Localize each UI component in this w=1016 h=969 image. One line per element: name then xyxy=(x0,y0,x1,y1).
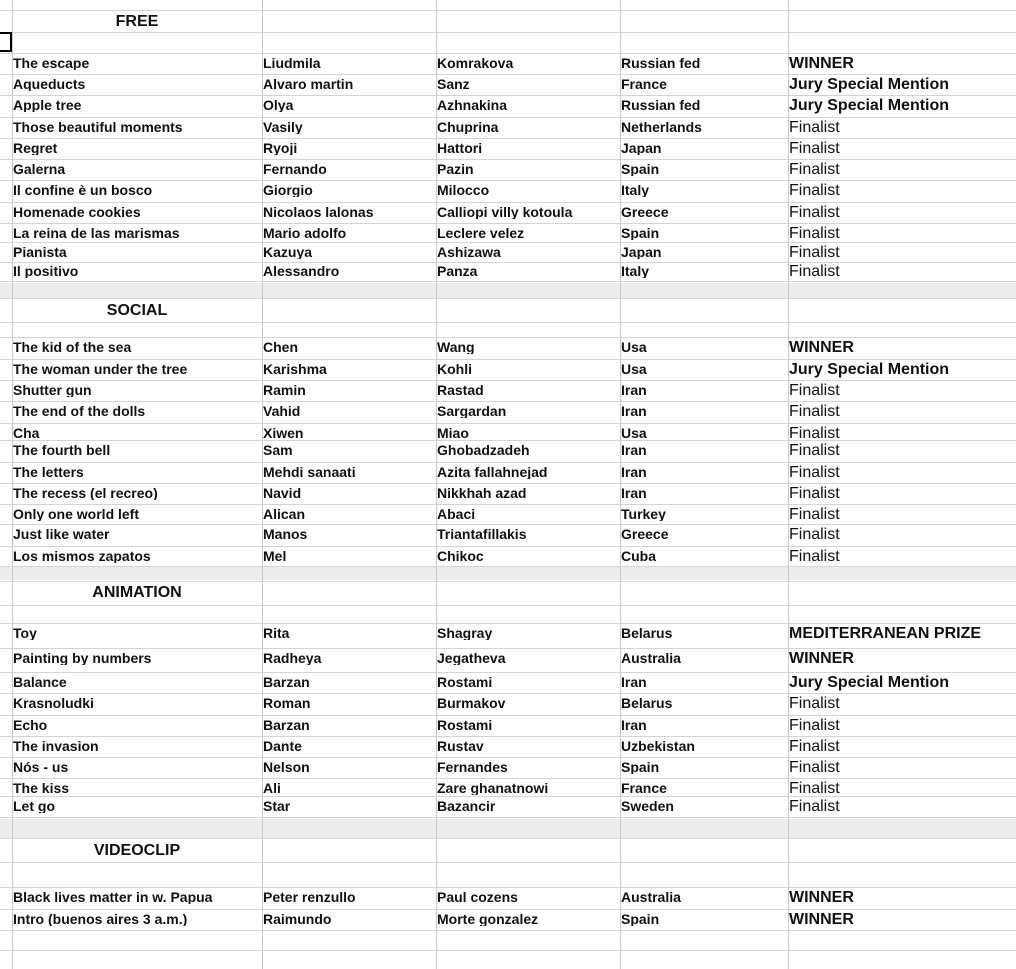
cell-country[interactable]: Iran xyxy=(621,443,647,457)
cell-country[interactable]: Russian fed xyxy=(621,98,701,112)
row-gridline xyxy=(0,778,1016,779)
row-gridline xyxy=(0,74,1016,75)
cell-first-name[interactable]: Barzan xyxy=(263,718,310,732)
cell-last-name[interactable]: Zare ghanatnowi xyxy=(437,781,549,795)
cell-last-name[interactable]: Ghobadzadeh xyxy=(437,443,530,457)
cell-result[interactable]: MEDITERRANEAN PRIZE xyxy=(789,626,982,642)
cell-result[interactable]: Jury Special Mention xyxy=(789,98,950,114)
cell-title[interactable]: The letters xyxy=(13,465,84,479)
row-gridline xyxy=(0,322,1016,323)
row-gridline xyxy=(0,53,1016,54)
section-title: SOCIAL xyxy=(106,302,168,319)
row-gridline xyxy=(0,262,1016,263)
cell-country[interactable]: Usa xyxy=(621,340,647,354)
cell-result[interactable]: Finalist xyxy=(789,781,840,797)
cell-result[interactable]: Finalist xyxy=(789,799,840,815)
cell-result[interactable]: WINNER xyxy=(789,912,854,928)
cell-last-name[interactable]: Calliopi villy kotoula xyxy=(437,205,573,219)
cell-result[interactable]: Finalist xyxy=(789,426,840,442)
cell-title[interactable]: Il confine è un bosco xyxy=(13,183,153,197)
cell-country[interactable]: Belarus xyxy=(621,626,673,640)
cell-country[interactable]: Belarus xyxy=(621,696,673,710)
cell-first-name[interactable]: Nelson xyxy=(263,760,310,774)
row-gridline xyxy=(0,117,1016,118)
cell-first-name[interactable]: Mel xyxy=(263,549,287,563)
cell-last-name[interactable]: Jegatheva xyxy=(437,651,506,665)
cell-country[interactable]: Russian fed xyxy=(621,56,701,70)
row-gridline xyxy=(0,202,1016,203)
row-gridline xyxy=(0,483,1016,484)
cell-title[interactable]: The escape xyxy=(13,56,90,70)
cell-selection-cursor xyxy=(0,32,12,52)
row-gridline xyxy=(0,757,1016,758)
row-gridline xyxy=(0,838,1016,839)
cell-country[interactable]: Iran xyxy=(621,718,647,732)
cell-country[interactable]: Iran xyxy=(621,675,647,689)
cell-country[interactable]: Spain xyxy=(621,912,660,926)
section-separator-band xyxy=(0,566,1016,580)
row-gridline xyxy=(0,693,1016,694)
cell-result[interactable]: WINNER xyxy=(789,890,854,906)
row-gridline xyxy=(0,566,1016,567)
cell-country[interactable]: Greece xyxy=(621,205,669,219)
cell-first-name[interactable]: Rita xyxy=(263,626,290,640)
cell-country[interactable]: Usa xyxy=(621,362,647,376)
cell-result[interactable]: Finalist xyxy=(789,507,840,523)
cell-title[interactable]: Toy xyxy=(13,626,37,640)
row-gridline xyxy=(0,524,1016,525)
cell-result[interactable]: Finalist xyxy=(789,739,840,755)
cell-first-name[interactable]: Sam xyxy=(263,443,293,457)
cell-first-name[interactable]: Xiwen xyxy=(263,426,304,440)
cell-title[interactable]: The kid of the sea xyxy=(13,340,132,354)
cell-last-name[interactable]: Wang xyxy=(437,340,475,354)
cell-country[interactable]: Iran xyxy=(621,404,647,418)
cell-first-name[interactable]: Nicolaos lalonas xyxy=(263,205,374,219)
row-gridline xyxy=(0,462,1016,463)
cell-result[interactable]: Finalist xyxy=(789,162,840,178)
cell-result[interactable]: Finalist xyxy=(789,383,840,399)
cell-first-name[interactable]: Mario adolfo xyxy=(263,226,347,240)
cell-country[interactable]: Iran xyxy=(621,383,647,397)
cell-first-name[interactable]: Ramin xyxy=(263,383,306,397)
cell-first-name[interactable]: Manos xyxy=(263,527,308,541)
cell-country[interactable]: Usa xyxy=(621,426,647,440)
cell-title[interactable]: Nós - us xyxy=(13,760,69,774)
cell-first-name[interactable]: Star xyxy=(263,799,291,813)
row-gridline xyxy=(0,380,1016,381)
cell-title[interactable]: Shutter gun xyxy=(13,383,92,397)
row-gridline xyxy=(0,223,1016,224)
row-gridline xyxy=(0,180,1016,181)
cell-title[interactable]: Let go xyxy=(13,799,55,813)
cell-country[interactable]: Greece xyxy=(621,527,669,541)
section-title: VIDEOCLIP xyxy=(93,842,181,859)
row-gridline xyxy=(0,672,1016,673)
cell-first-name[interactable]: Raimundo xyxy=(263,912,332,926)
cell-country[interactable]: Australia xyxy=(621,890,681,904)
cell-title[interactable]: Those beautiful moments xyxy=(13,120,183,134)
row-gridline xyxy=(0,581,1016,582)
row-gridline xyxy=(0,10,1016,11)
cell-last-name[interactable]: Sanz xyxy=(437,77,470,91)
cell-result[interactable]: Finalist xyxy=(789,404,840,420)
cell-first-name[interactable]: Giorgio xyxy=(263,183,313,197)
section-separator-band xyxy=(0,819,1016,839)
cell-title[interactable]: The end of the dolls xyxy=(13,404,146,418)
cell-country[interactable]: Italy xyxy=(621,183,650,197)
cell-title[interactable]: The woman under the tree xyxy=(13,362,188,376)
cell-first-name[interactable]: Alvaro martin xyxy=(263,77,354,91)
cell-first-name[interactable]: Ali xyxy=(263,781,281,795)
cell-country[interactable]: Australia xyxy=(621,651,681,665)
cell-first-name[interactable]: Dante xyxy=(263,739,302,753)
cell-last-name[interactable]: Komrakova xyxy=(437,56,514,70)
cell-country[interactable]: Spain xyxy=(621,226,660,240)
cell-last-name[interactable]: Pazin xyxy=(437,162,474,176)
section-title: ANIMATION xyxy=(92,584,182,601)
cell-country[interactable]: Iran xyxy=(621,465,647,479)
cell-last-name[interactable]: Hattori xyxy=(437,141,483,155)
row-gridline xyxy=(0,930,1016,931)
cell-country[interactable]: Turkey xyxy=(621,507,666,521)
row-gridline xyxy=(0,605,1016,606)
cell-title[interactable]: Homenade cookies xyxy=(13,205,141,219)
cell-title[interactable]: Il positivo xyxy=(13,264,79,278)
cell-title[interactable]: Cha xyxy=(13,426,40,440)
cell-country[interactable]: Japan xyxy=(621,141,662,155)
cell-result[interactable]: Finalist xyxy=(789,718,840,734)
cell-title[interactable]: The recess (el recreo) xyxy=(13,486,158,500)
cell-result[interactable]: Jury Special Mention xyxy=(789,77,950,93)
cell-title[interactable]: Apple tree xyxy=(13,98,82,112)
cell-title[interactable]: Galerna xyxy=(13,162,66,176)
section-separator-band xyxy=(0,283,1016,298)
cell-country[interactable]: Spain xyxy=(621,760,660,774)
row-gridline xyxy=(0,817,1016,818)
cell-title[interactable]: The invasion xyxy=(13,739,99,753)
cell-country[interactable]: France xyxy=(621,781,667,795)
cell-first-name[interactable]: Fernando xyxy=(263,162,327,176)
cell-last-name[interactable]: Rastad xyxy=(437,383,484,397)
cell-result[interactable]: Finalist xyxy=(789,549,840,565)
cell-first-name[interactable]: Ryoji xyxy=(263,141,298,155)
cell-country[interactable]: Sweden xyxy=(621,799,674,813)
cell-result[interactable]: Finalist xyxy=(789,760,840,776)
row-gridline xyxy=(0,298,1016,299)
cell-last-name[interactable]: Chuprina xyxy=(437,120,499,134)
cell-last-name[interactable]: Paul cozens xyxy=(437,890,518,904)
cell-last-name[interactable]: Azita fallahnejad xyxy=(437,465,548,479)
cell-last-name[interactable]: Fernandes xyxy=(437,760,508,774)
cell-first-name[interactable]: Kazuya xyxy=(263,245,313,259)
row-gridline xyxy=(0,715,1016,716)
cell-country[interactable]: Uzbekistan xyxy=(621,739,695,753)
cell-result[interactable]: Finalist xyxy=(789,245,840,261)
cell-country[interactable]: Iran xyxy=(621,486,647,500)
row-gridline xyxy=(0,887,1016,888)
cell-country[interactable]: Japan xyxy=(621,245,662,259)
row-gridline xyxy=(0,95,1016,96)
row-gridline xyxy=(0,359,1016,360)
cell-title[interactable]: The kiss xyxy=(13,781,70,795)
row-gridline xyxy=(0,736,1016,737)
cell-result[interactable]: WINNER xyxy=(789,340,854,356)
row-gridline xyxy=(0,546,1016,547)
cell-last-name[interactable]: Panza xyxy=(437,264,478,278)
row-gridline xyxy=(0,281,1016,282)
cell-first-name[interactable]: Vasily xyxy=(263,120,303,134)
cell-country[interactable]: Cuba xyxy=(621,549,656,563)
cell-result[interactable]: Finalist xyxy=(789,465,840,481)
row-gridline xyxy=(0,337,1016,338)
cell-first-name[interactable]: Alican xyxy=(263,507,306,521)
cell-last-name[interactable]: Milocco xyxy=(437,183,490,197)
row-gridline xyxy=(0,648,1016,649)
cell-first-name[interactable]: Karishma xyxy=(263,362,327,376)
cell-title[interactable]: Painting by numbers xyxy=(13,651,152,665)
cell-title[interactable]: Just like water xyxy=(13,527,110,541)
cell-last-name[interactable]: Sargardan xyxy=(437,404,507,418)
cell-last-name[interactable]: Rustav xyxy=(437,739,484,753)
cell-last-name[interactable]: Azhnakina xyxy=(437,98,508,112)
cell-first-name[interactable]: Vahid xyxy=(263,404,301,418)
cell-last-name[interactable]: Triantafillakis xyxy=(437,527,527,541)
cell-title[interactable]: Regret xyxy=(13,141,58,155)
cell-last-name[interactable]: Leclere velez xyxy=(437,226,525,240)
cell-first-name[interactable]: Barzan xyxy=(263,675,310,689)
row-gridline xyxy=(0,401,1016,402)
cell-last-name[interactable]: Ashizawa xyxy=(437,245,501,259)
cell-result[interactable]: Finalist xyxy=(789,226,840,242)
cell-result[interactable]: Finalist xyxy=(789,205,840,221)
cell-result[interactable]: Jury Special Mention xyxy=(789,675,950,691)
row-gridline xyxy=(0,32,1016,33)
row-gridline xyxy=(0,950,1016,951)
cell-first-name[interactable]: Radheya xyxy=(263,651,322,665)
cell-title[interactable]: Echo xyxy=(13,718,48,732)
cell-last-name[interactable]: Morte gonzalez xyxy=(437,912,539,926)
row-gridline xyxy=(0,423,1016,424)
cell-first-name[interactable]: Mehdi sanaati xyxy=(263,465,356,479)
row-gridline xyxy=(0,159,1016,160)
cell-title[interactable]: Aqueducts xyxy=(13,77,86,91)
cell-title[interactable]: The fourth bell xyxy=(13,443,111,457)
row-gridline xyxy=(0,242,1016,243)
cell-title[interactable]: Only one world left xyxy=(13,507,140,521)
cell-first-name[interactable]: Alessandro xyxy=(263,264,340,278)
cell-first-name[interactable]: Chen xyxy=(263,340,298,354)
cell-result[interactable]: Finalist xyxy=(789,120,840,136)
cell-result[interactable]: Finalist xyxy=(789,443,840,459)
cell-first-name[interactable]: Peter renzullo xyxy=(263,890,356,904)
cell-result[interactable]: Finalist xyxy=(789,264,840,280)
cell-result[interactable]: Jury Special Mention xyxy=(789,362,950,378)
cell-title[interactable]: Black lives matter in w. Papua xyxy=(13,890,213,904)
cell-title[interactable]: La reina de las marismas xyxy=(13,226,180,240)
cell-last-name[interactable]: Abaci xyxy=(437,507,476,521)
cell-first-name[interactable]: Olya xyxy=(263,98,294,112)
cell-last-name[interactable]: Kohli xyxy=(437,362,472,376)
cell-country[interactable]: Italy xyxy=(621,264,650,278)
cell-title[interactable]: Balance xyxy=(13,675,67,689)
cell-result[interactable]: Finalist xyxy=(789,183,840,199)
cell-title[interactable]: Los mismos zapatos xyxy=(13,549,151,563)
cell-country[interactable]: France xyxy=(621,77,667,91)
cell-title[interactable]: Pianista xyxy=(13,245,67,259)
cell-first-name[interactable]: Liudmila xyxy=(263,56,321,70)
cell-first-name[interactable]: Navid xyxy=(263,486,302,500)
cell-last-name[interactable]: Bazancir xyxy=(437,799,496,813)
row-gridline xyxy=(0,504,1016,505)
cell-title[interactable]: Intro (buenos aires 3 a.m.) xyxy=(13,912,188,926)
cell-result[interactable]: WINNER xyxy=(789,56,854,72)
row-gridline xyxy=(0,909,1016,910)
cell-last-name[interactable]: Rostami xyxy=(437,718,493,732)
row-gridline xyxy=(0,623,1016,624)
cell-result[interactable]: Finalist xyxy=(789,141,840,157)
cell-result[interactable]: Finalist xyxy=(789,527,840,543)
row-gridline xyxy=(0,138,1016,139)
cell-last-name[interactable]: Rostami xyxy=(437,675,493,689)
cell-last-name[interactable]: Burmakov xyxy=(437,696,506,710)
cell-last-name[interactable]: Shagray xyxy=(437,626,493,640)
cell-last-name[interactable]: Nikkhah azad xyxy=(437,486,527,500)
cell-result[interactable]: Finalist xyxy=(789,486,840,502)
cell-country[interactable]: Netherlands xyxy=(621,120,702,134)
cell-first-name[interactable]: Roman xyxy=(263,696,311,710)
cell-result[interactable]: WINNER xyxy=(789,651,854,667)
row-gridline xyxy=(0,862,1016,863)
cell-result[interactable]: Finalist xyxy=(789,696,840,712)
cell-last-name[interactable]: Miao xyxy=(437,426,469,440)
cell-country[interactable]: Spain xyxy=(621,162,660,176)
cell-last-name[interactable]: Chikoc xyxy=(437,549,484,563)
cell-title[interactable]: Krasnoludki xyxy=(13,696,94,710)
section-title: FREE xyxy=(115,13,159,30)
